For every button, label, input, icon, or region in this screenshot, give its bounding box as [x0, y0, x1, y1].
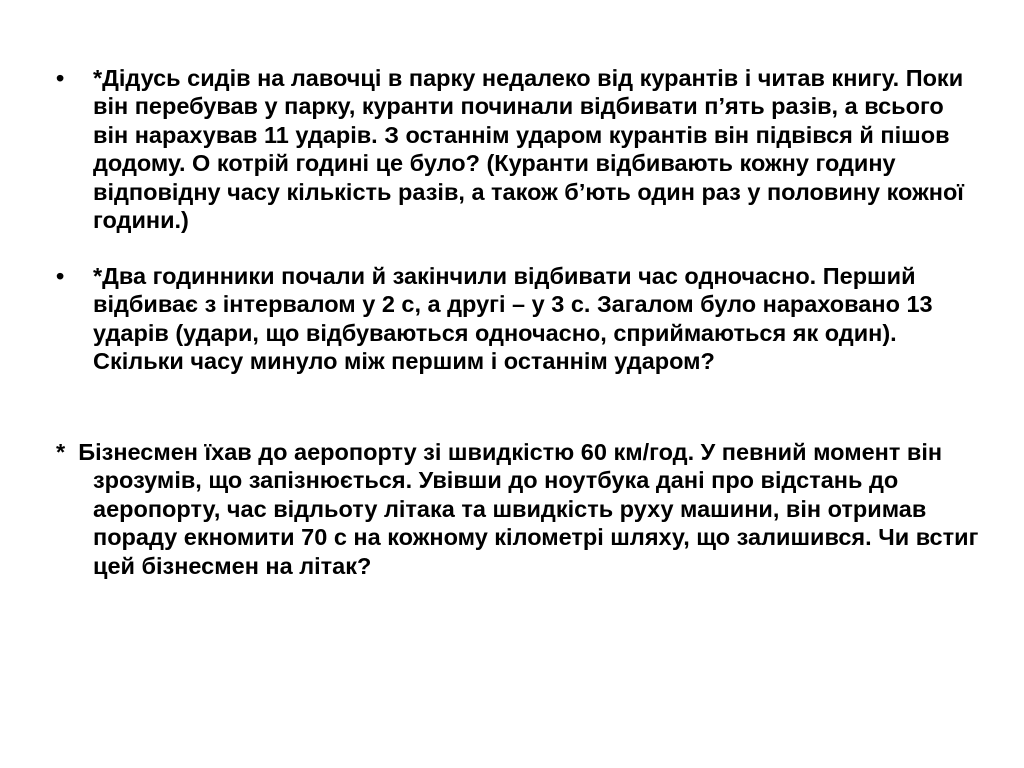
- bullet-icon: •: [56, 263, 65, 289]
- star-marker: *: [56, 439, 66, 465]
- problem-3-text: [56, 438, 1013, 580]
- problem-3-body: Бізнесмен їхав до аеропорту зі швидкістю 60 км/год. У певний момент він зрозумів, що запізнюється. Увівши до ноутбука дані про відстань до аеропорту, час відльоту літака та швидкість руху машини, він отримав пораду екномити 70 с на кожному кілометрі шляху, що залишився. Чи встиг цей бізнесмен на літак?: [78, 439, 979, 579]
- problem-1-text: *Дідусь сидів на лавочці в парку недалеко від курантів і читав книгу. Поки він перебував у парку, куранти починали відбивати п’ять разів, а всього він нарахував 11 ударів. З останнім ударом курантів він підвівся й пішов додому. О котрій годині це було? (Куранти відбивають кожну годину відповідну часу кількість разів, а також б’ють один раз у половину кожної години.): [93, 65, 964, 234]
- problem-2-text: *Два годинники почали й закінчили відбивати час одночасно. Перший відбиває з інтервалом у 2 с, а другі – у 3 с. Загалом було нараховано 13 ударів (удари, що відбуваються одночасно, сприймаються як один). Скільки часу минуло між першим і останнім ударом?: [93, 263, 933, 375]
- bullet-icon: •: [56, 65, 65, 91]
